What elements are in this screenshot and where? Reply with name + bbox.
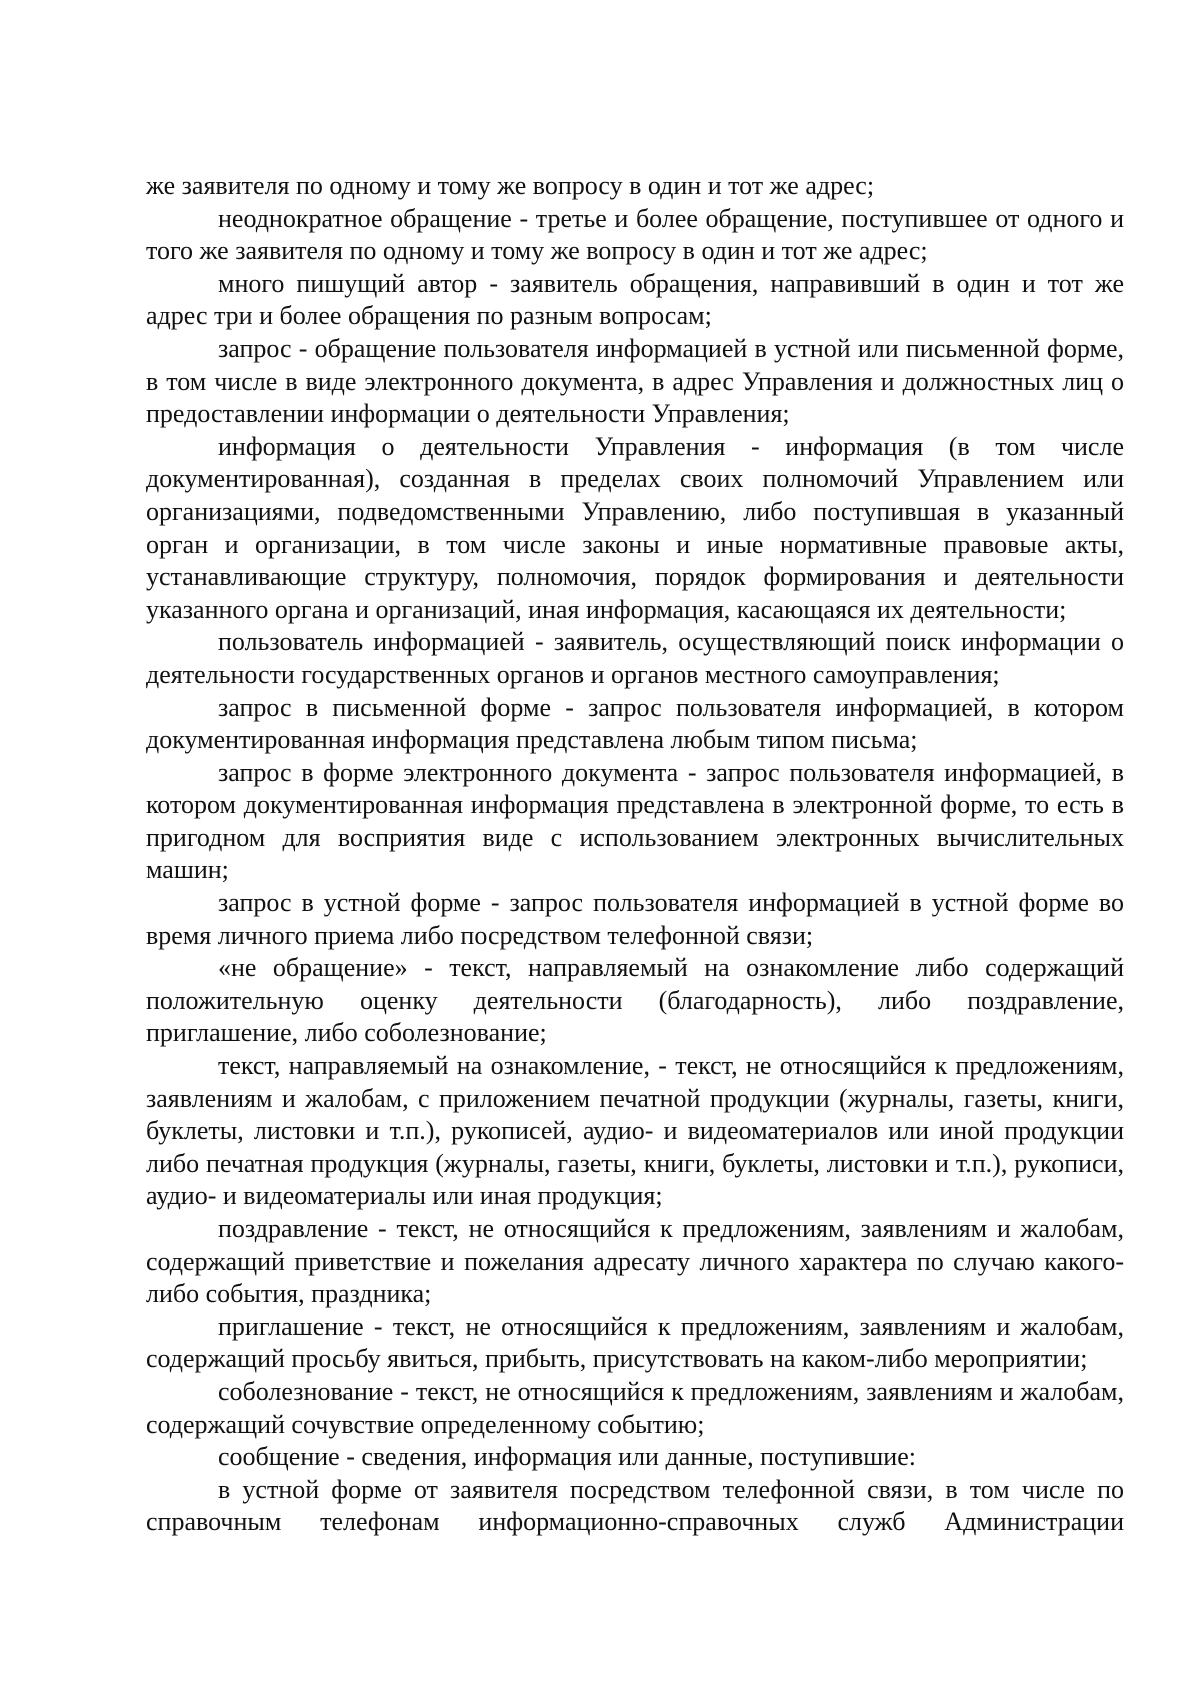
paragraph-prolific-author: много пишущий автор - заявитель обращения, направивший в один и тот же адрес три и более обращения по разным вопросам; [146,268,1124,331]
paragraph-electronic-request: запрос в форме электронного документа - запрос пользователя информацией, в котором документированная информация представлена в электронной форме, то есть в пригодном для восприятия виде с использованием электронных вычислительных машин; [146,757,1124,885]
paragraph-not-appeal: «не обращение» - текст, направляемый на ознакомление либо содержащий положительную оценку деятельности (благодарность), либо поздравление, приглашение, либо соболезнование; [146,953,1124,1048]
paragraph-oral-message: в устной форме от заявителя посредством телефонной связи, в том числе по справочным телефонам информационно-справочных служб Администрации [146,1474,1124,1537]
paragraph-condolence: соболезнование - текст, не относящийся к предложениям, заявлениям и жалобам, содержащий сочувствие определенному событию; [146,1376,1124,1439]
document-body [146,170,1124,1539]
paragraph-familiarization-text: текст, направляемый на ознакомление, - текст, не относящийся к предложениям, заявлениям и жалобам, с приложением печатной продукции (журналы, газеты, книги, буклеты, листовки и т.п.), рукописей, аудио- и видеоматериалов или иной продукции либо печатная продукция (журналы, газеты, книги, буклеты, листовки и т.п.), рукописи, аудио- и видеоматериалы или иная продукция; [146,1051,1124,1211]
paragraph-activity-information: информация о деятельности Управления - информация (в том числе документированная), созданная в пределах своих полномочий Управлением или организациями, подведомственными Управлению, либо поступившая в указанный орган и организации, в том числе законы и иные нормативные правовые акты, устанавливающие структуру, полномочия, порядок формирования и деятельности указанного органа и организаций, иная информация, касающаяся их деятельности; [146,431,1124,624]
paragraph-invitation: приглашение - текст, не относящийся к предложениям, заявлениям и жалобам, содержащий просьбу явиться, прибыть, присутствовать на каком-либо мероприятии; [146,1311,1124,1374]
paragraph-written-request: запрос в письменной форме - запрос пользователя информацией, в котором документированная информация представлена любым типом письма; [146,692,1124,755]
paragraph-repeated-appeal: неоднократное обращение - третье и более обращение, поступившее от одного и того же заявителя по одному и тому же вопросу в один и тот же адрес; [146,203,1124,266]
paragraph-request: запрос - обращение пользователя информацией в устной или письменной форме, в том числе в виде электронного документа, в адрес Управления и должностных лиц о предоставлении информации о деятельности Управления; [146,333,1124,429]
paragraph-congratulation: поздравление - текст, не относящийся к предложениям, заявлениям и жалобам, содержащий приветствие и пожелания адресату личного характера по случаю какого-либо события, праздника; [146,1214,1124,1309]
paragraph-message: сообщение - сведения, информация или данные, поступившие: [218,1442,916,1472]
paragraph-information-user: пользователь информацией - заявитель, осуществляющий поиск информации о деятельности государственных органов и органов местного самоуправления; [146,627,1124,689]
paragraph-continuation: же заявителя по одному и тому же вопросу в один и тот же адрес; [146,171,875,200]
paragraph-oral-request: запрос в устной форме - запрос пользователя информацией в устной форме во время личного приема либо посредством телефонной связи; [146,888,1124,950]
